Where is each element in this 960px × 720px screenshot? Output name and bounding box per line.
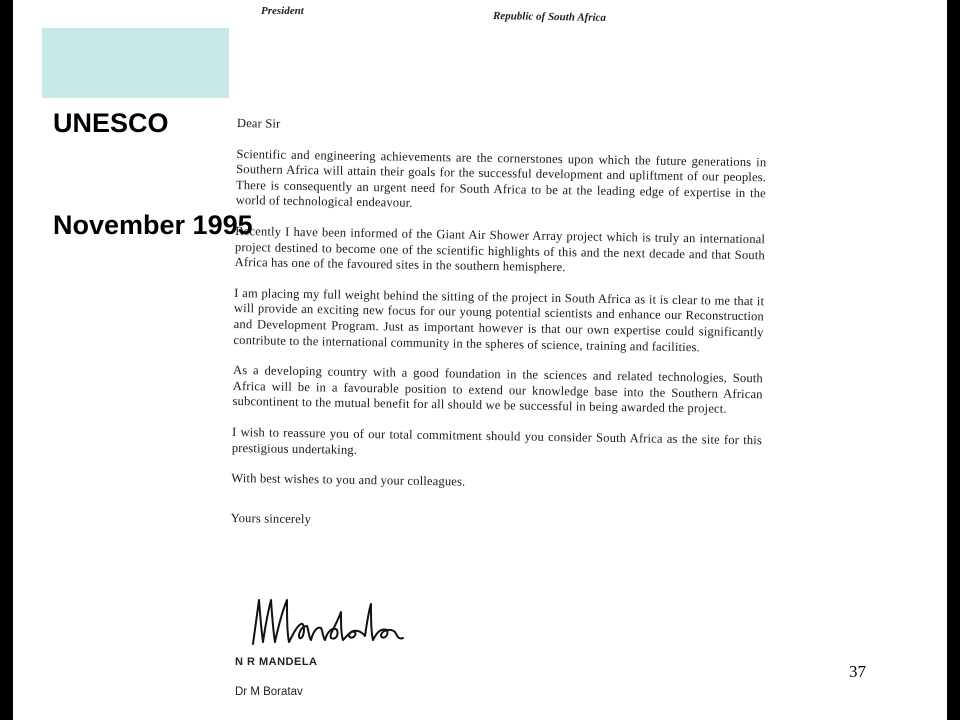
signer-name: N R MANDELA bbox=[235, 656, 318, 668]
recipient-name: Dr M Boratav bbox=[235, 686, 303, 698]
letter-salutation: Dear Sir bbox=[236, 116, 281, 131]
slide-title-line1: UNESCO bbox=[53, 108, 169, 138]
slide-title-line2: November 1995 bbox=[53, 210, 253, 240]
letter-paragraph: As a developing country with a good foundation in the sciences and related technologies, South Africa will be in a favourable position to extend our knowledge base into the Southern African subcontinent to the mutual benefit for all should we be successful in being awarded the project. bbox=[232, 363, 764, 417]
letterhead-country: Republic of South Africa bbox=[492, 10, 607, 24]
page-number: 37 bbox=[849, 662, 866, 681]
handwritten-signature bbox=[241, 592, 421, 652]
letter-signoff: Yours sincerely bbox=[230, 510, 312, 526]
letterhead-president: President bbox=[261, 5, 304, 17]
letter-paragraph: Scientific and engineering achievements are the cornerstones upon which the future generations in Southern Africa will attain their goals for the successful development and upliftment of our peoples. There is consequently an urgent need for South Africa to be at the leading edge of expertise in the world of technological endeavour. bbox=[235, 146, 767, 211]
letter-wishes: With best wishes to you and your colleagues. bbox=[231, 471, 466, 489]
letter-body bbox=[231, 116, 767, 535]
letter-paragraph: Recently I have been informed of the Giant Air Shower Array project which is truly an international project destined to become one of the scientific highlights of this and the next decade and that South Africa has one of the favoured sites in the southern hemisphere. bbox=[234, 223, 766, 275]
letter-paragraph: I am placing my full weight behind the sitting of the project in South Africa as it is clear to me that it will provide an exciting new focus for our young potential scientists and enhance our Reconstruction and Development Program. Just as important however is that our own expertise could significantly contribute to the international community in the spheres of science, training and facilities. bbox=[233, 285, 765, 354]
slide-title bbox=[53, 38, 253, 310]
letter-paragraph: I wish to reassure you of our total commitment should you consider South Africa as the site for this prestigious undertaking. bbox=[231, 424, 763, 457]
slide bbox=[13, 0, 947, 720]
